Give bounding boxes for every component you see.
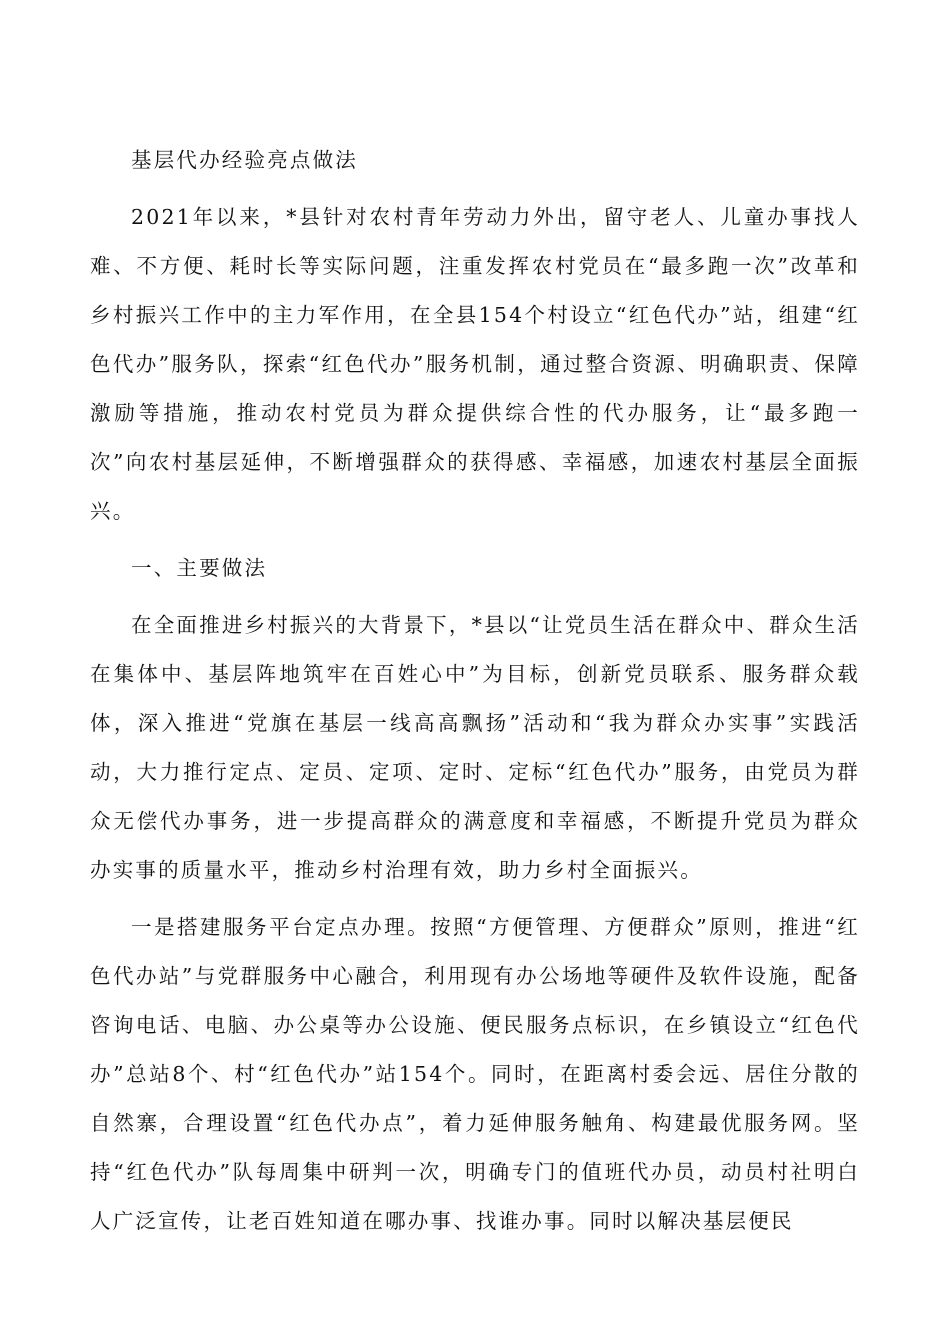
document-body <box>90 136 860 1246</box>
point-one-paragraph: 一是搭建服务平台定点办理。按照“方便管理、方便群众”原则，推进“红色代办站”与党群服务中心融合，利用现有办公场地等硬件及软件设施，配备咨询电话、电脑、办公桌等办公设施、便民服务点标识，在乡镇设立“红色代办”总站8个、村“红色代办”站154个。同时，在距离村委会远、居住分散的自然寨，合理设置“红色代办点”，着力延伸服务触角、构建最优服务网。坚持“红色代办”队每周集中研判一次，明确专门的值班代办员，动员村社明白人广泛宣传，让老百姓知道在哪办事、找谁办事。同时以解决基层便民 <box>90 915 860 1233</box>
section-heading: 一、主要做法 <box>131 556 268 580</box>
intro-paragraph: 2021年以来，*县针对农村青年劳动力外出，留守老人、儿童办事找人难、不方便、耗时长等实际问题，注重发挥农村党员在“最多跑一次”改革和乡村振兴工作中的主力军作用，在全县154个村设立“红色代办”站，组建“红色代办”服务队，探索“红色代办”服务机制，通过整合资源、明确职责、保障激励等措施，推动农村党员为群众提供综合性的代办服务，让“最多跑一次”向农村基层延伸，不断增强群众的获得感、幸福感，加速农村基层全面振兴。 <box>90 205 860 523</box>
section-paragraph: 在全面推进乡村振兴的大背景下，*县以“让党员生活在群众中、群众生活在集体中、基层阵地筑牢在百姓心中”为目标，创新党员联系、服务群众载体，深入推进“党旗在基层一线高高飘扬”活动和“我为群众办实事”实践活动，大力推行定点、定员、定项、定时、定标“红色代办”服务，由党员为群众无偿代办事务，进一步提高群众的满意度和幸福感，不断提升党员为群众办实事的质量水平，推动乡村治理有效，助力乡村全面振兴。 <box>90 613 860 882</box>
document-title: 基层代办经验亮点做法 <box>131 148 358 172</box>
